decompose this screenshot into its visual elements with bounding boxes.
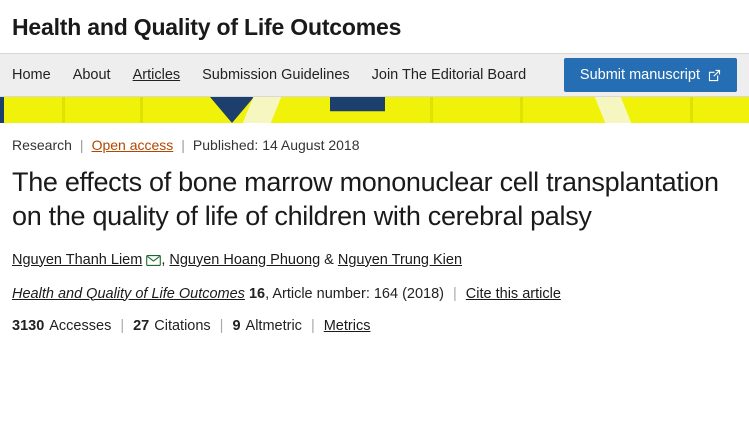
volume-number: 16 [248,285,266,302]
banner-shape [690,97,693,123]
external-link-icon [708,69,721,82]
open-access-link[interactable]: Open access [91,137,174,153]
banner-shape [62,97,65,123]
article-type: Research [12,137,72,153]
banner-shape [430,97,433,123]
submit-manuscript-label: Submit manuscript [579,67,700,83]
page-title: The effects of bone marrow mononuclear cell transplantation on the quality of life of children with cerebral palsy [12,167,719,232]
meta-separator: | [79,137,84,153]
author-link-3[interactable]: Nguyen Trung Kien [337,251,463,268]
article-header [0,123,749,334]
article-meta [12,137,737,153]
banner-shape [330,97,385,123]
decorative-banner [0,97,749,123]
accesses-label: Accesses [49,317,112,334]
metrics-divider: | [120,317,125,334]
journal-header [0,0,749,53]
citation-line [12,286,737,302]
author-link-1[interactable]: Nguyen Thanh Liem [12,251,143,268]
nav-item-join-editorial-board[interactable]: Join The Editorial Board [371,67,527,83]
published-date: Published: 14 August 2018 [192,137,360,153]
accesses-count: 3130 [12,317,45,334]
banner-shape [595,97,632,123]
banner-shape [0,97,4,123]
nav-item-articles[interactable]: Articles [132,67,181,83]
cite-this-article-link[interactable]: Cite this article [465,285,561,302]
altmetric-count: 9 [232,317,241,334]
author-list [12,252,737,270]
journal-title: Health and Quality of Life Outcomes [12,14,402,40]
author-separator-2: & [320,251,338,268]
main-navigation [0,53,749,97]
submit-manuscript-button[interactable] [564,58,737,92]
corresponding-author-mail-icon[interactable] [146,254,161,270]
metrics-divider: | [310,317,315,334]
nav-item-about[interactable]: About [72,67,111,83]
metrics-link[interactable]: Metrics [323,317,371,334]
meta-separator: | [181,137,185,153]
metrics-line [12,318,737,334]
citations-label: Citations [154,317,211,334]
banner-shape [140,97,143,123]
nav-item-home[interactable]: Home [12,67,51,83]
citation-divider: | [453,285,457,302]
journal-name-link[interactable]: Health and Quality of Life Outcomes [12,285,245,302]
altmetric-label: Altmetric [245,317,302,334]
citations-count: 27 [133,317,150,334]
author-link-2[interactable]: Nguyen Hoang Phuong [169,251,321,268]
banner-shape [520,97,523,123]
nav-item-submission-guidelines[interactable]: Submission Guidelines [202,67,350,83]
author-separator-1: , [161,251,170,268]
article-number: , Article number: 164 (2018) [265,285,445,302]
metrics-divider: | [219,317,224,334]
